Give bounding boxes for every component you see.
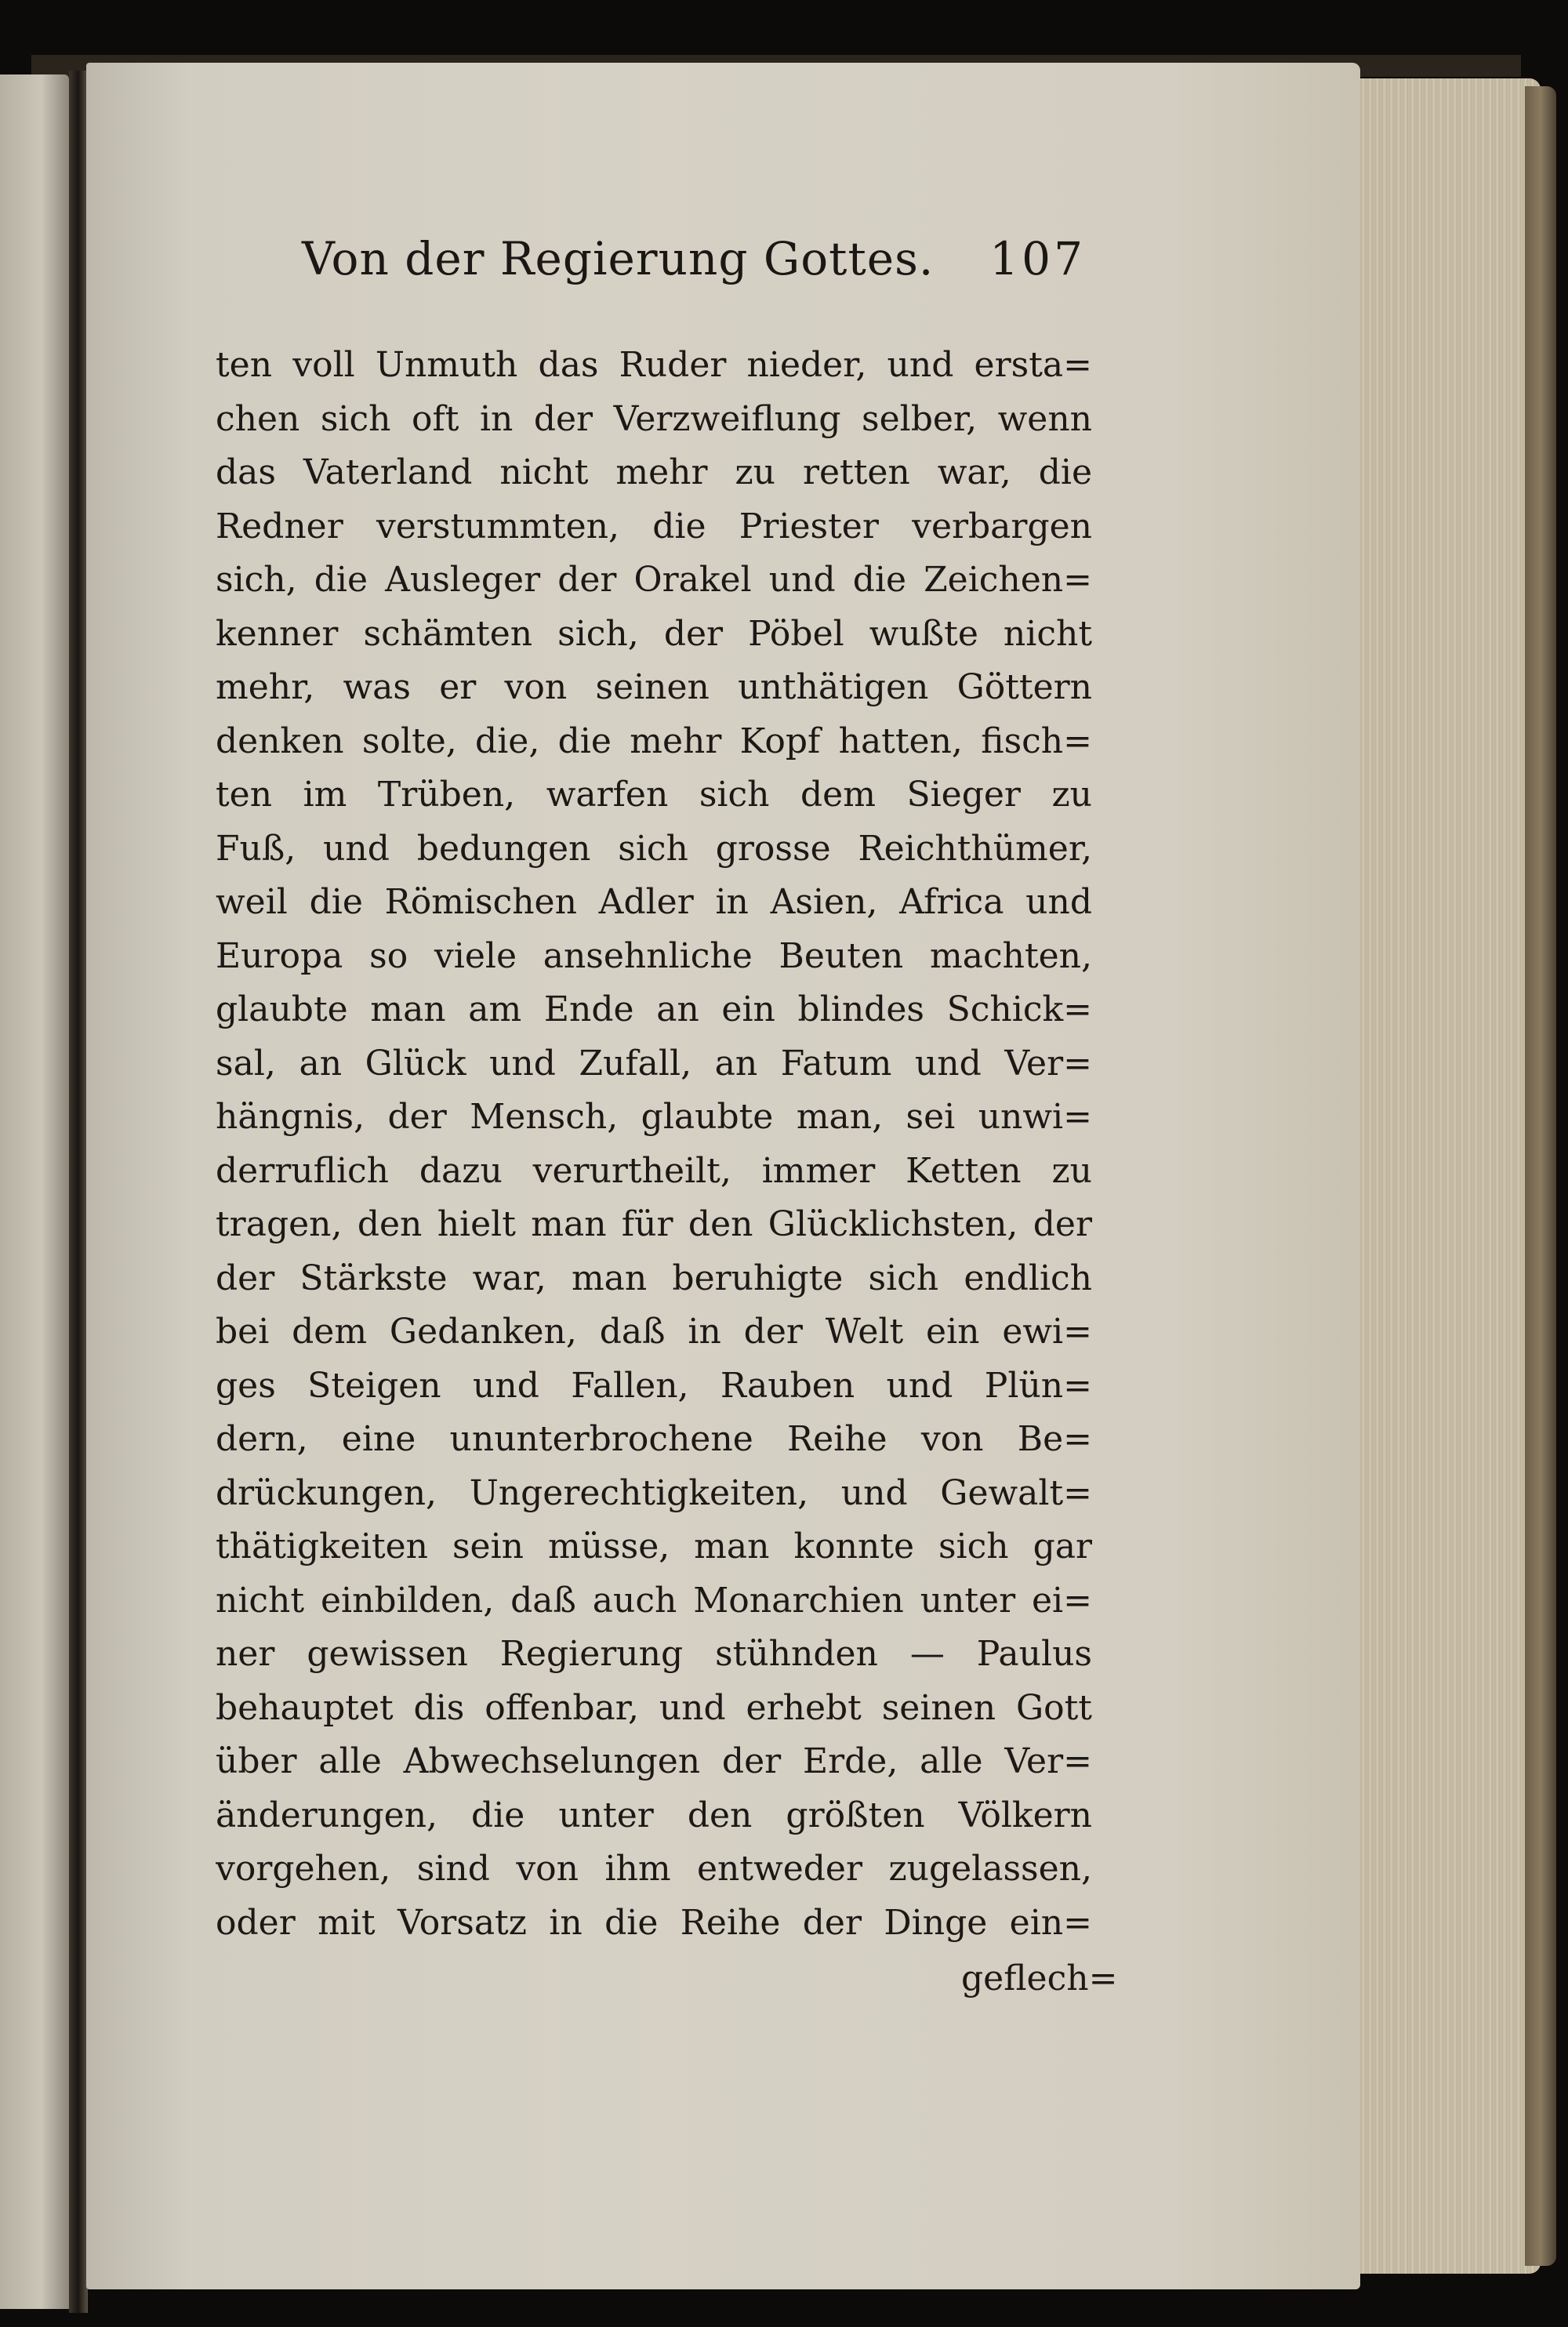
text-line: bei dem Gedanken, daß in der Welt ein ewi= <box>216 1312 1092 1352</box>
text-line: mehr, was er von seinen unthätigen Göttern <box>216 667 1092 707</box>
text-line: sich, die Ausleger der Orakel und die Zeichen= <box>216 560 1092 600</box>
text-line: Redner verstummten, die Priester verbargen <box>216 506 1092 546</box>
text-line: derruflich dazu verurtheilt, immer Ketten zu <box>216 1150 1092 1191</box>
text-line: ten voll Unmuth das Ruder nieder, und ersta= <box>216 345 1092 385</box>
text-line: drückungen, Ungerechtigkeiten, und Gewalt= <box>216 1472 1092 1513</box>
text-line: hängnis, der Mensch, glaubte man, sei unwi= <box>216 1097 1092 1137</box>
text-line: oder mit Vorsatz in die Reihe der Dinge ein= <box>216 1902 1092 1943</box>
text-line: das Vaterland nicht mehr zu retten war, die <box>216 452 1092 492</box>
text-line: änderungen, die unter den größten Völkern <box>216 1795 1092 1835</box>
book-cover-edge <box>1525 86 1556 2266</box>
left-facing-page <box>0 74 69 2309</box>
book-gutter <box>69 71 88 2313</box>
text-line: der Stärkste war, man beruhigte sich endlich <box>216 1258 1092 1298</box>
page-number: 107 <box>989 232 1086 285</box>
page-edges <box>1345 78 1541 2274</box>
body-text <box>216 339 1092 1950</box>
text-line: nicht einbilden, daß auch Monarchien unter ei= <box>216 1580 1092 1621</box>
text-line: tragen, den hielt man für den Glücklichsten, der <box>216 1204 1092 1244</box>
text-line: weil die Römischen Adler in Asien, Africa und <box>216 882 1092 922</box>
page-header <box>302 227 1086 290</box>
text-line: glaubte man am Ende an ein blindes Schick= <box>216 989 1092 1029</box>
text-line: über alle Abwechselungen der Erde, alle Ver= <box>216 1741 1092 1781</box>
text-line: kenner schämten sich, der Pöbel wußte nicht <box>216 613 1092 654</box>
text-line: behauptet dis offenbar, und erhebt seinen Gott <box>216 1687 1092 1728</box>
running-head: Von der Regierung Gottes. <box>302 232 935 285</box>
text-line: ner gewissen Regierung stühnden — Paulus <box>216 1634 1092 1674</box>
text-line: ten im Trüben, warfen sich dem Sieger zu <box>216 775 1092 815</box>
text-line: sal, an Glück und Zufall, an Fatum und Ver= <box>216 1043 1092 1084</box>
text-line: Fuß, und bedungen sich grosse Reichthümer, <box>216 828 1092 869</box>
catchword: geflech= <box>961 1959 1118 1998</box>
text-line: vorgehen, sind von ihm entweder zugelassen, <box>216 1849 1092 1889</box>
text-line: ges Steigen und Fallen, Rauben und Plün= <box>216 1365 1092 1406</box>
text-line: dern, eine ununterbrochene Reihe von Be= <box>216 1419 1092 1459</box>
text-line: Europa so viele ansehnliche Beuten machten, <box>216 935 1092 976</box>
text-line: thätigkeiten sein müsse, man konnte sich gar <box>216 1527 1092 1566</box>
text-line: denken solte, die, die mehr Kopf hatten, fisch= <box>216 721 1092 761</box>
text-line: chen sich oft in der Verzweiflung selber, wenn <box>216 398 1092 439</box>
